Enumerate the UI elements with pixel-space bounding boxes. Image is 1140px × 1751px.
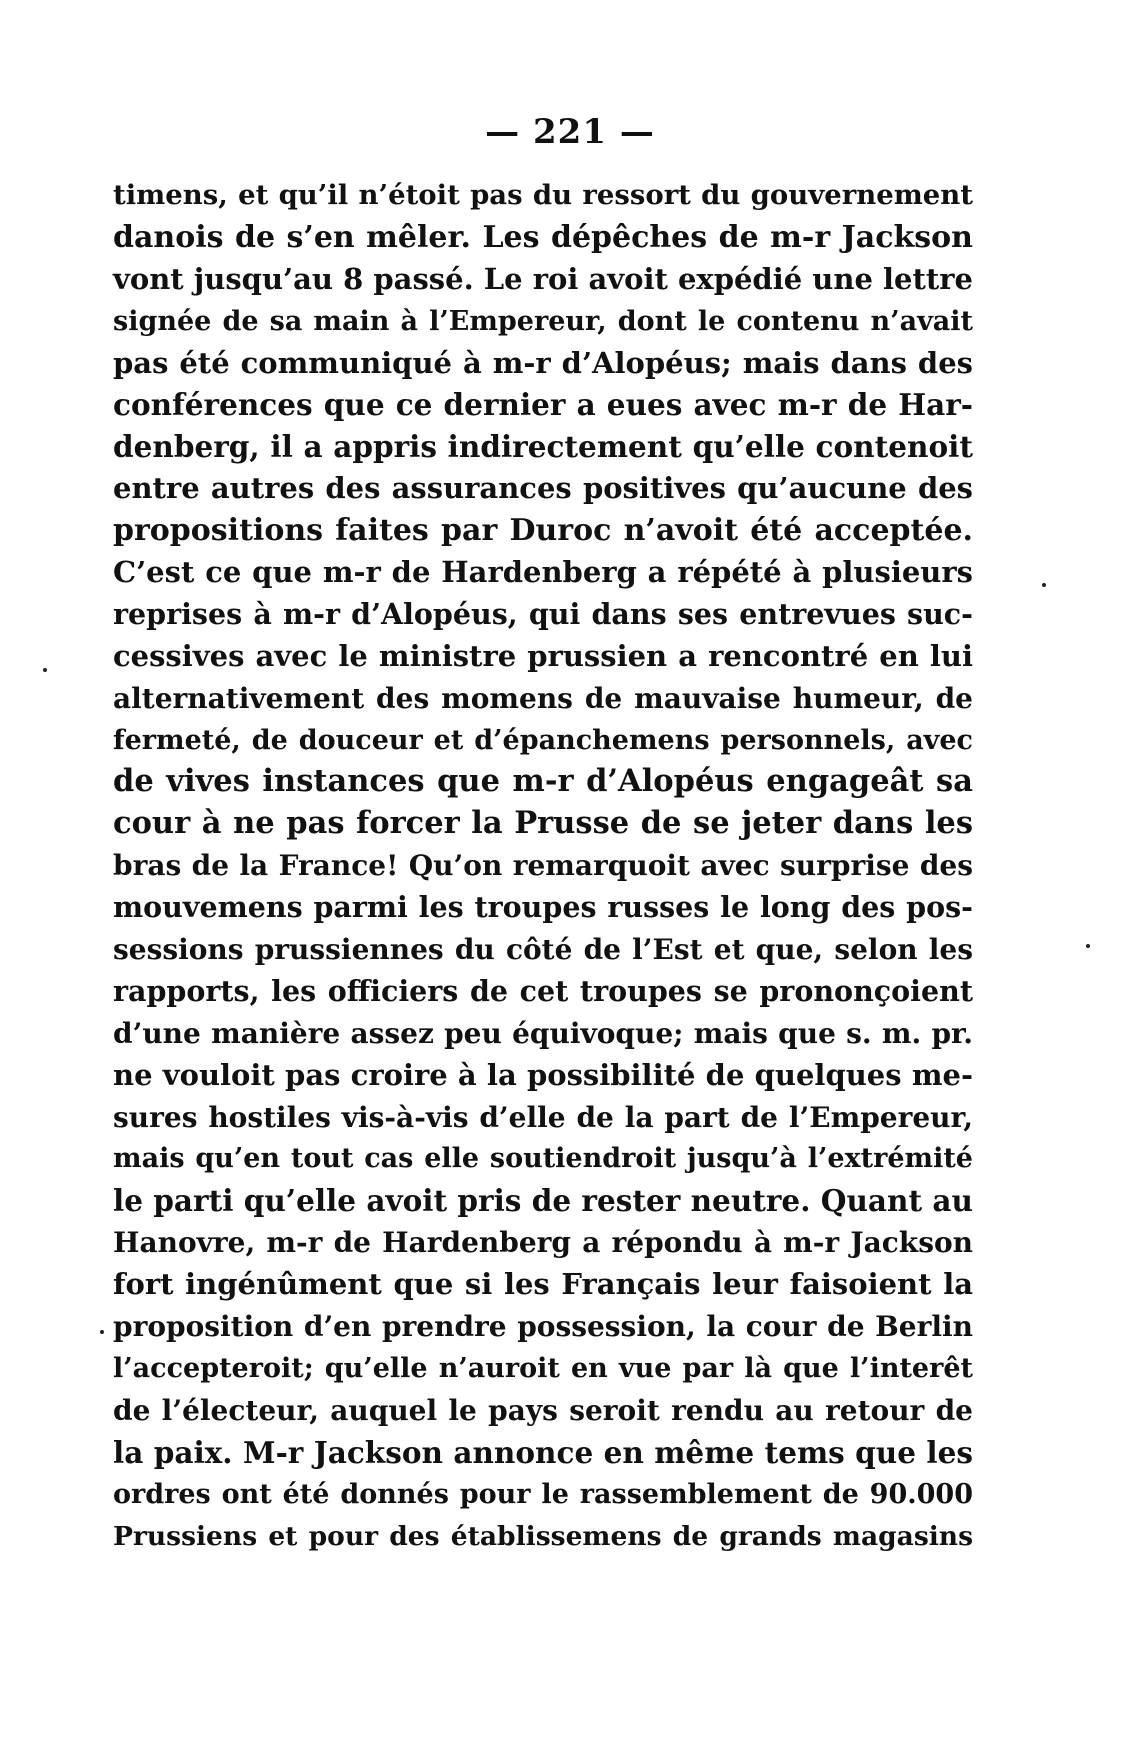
scan-speck xyxy=(43,668,47,672)
text-line: pas été communiqué à m-r d’Alopéus; mais dans des xyxy=(113,345,973,380)
text-line: la paix. M-r Jackson annonce en même tems que les xyxy=(113,1434,973,1470)
text-line: fort ingénûment que si les Français leur faisoient la xyxy=(113,1267,973,1302)
text-line: danois de s’en mêler. Les dépêches de m-r Jackson xyxy=(113,219,973,255)
text-line: timens, et qu’il n’étoit pas du ressort du gouvernement xyxy=(113,179,973,211)
scan-speck xyxy=(1086,944,1090,948)
text-line: le parti qu’elle avoit pris de rester neutre. Quant au xyxy=(113,1183,973,1219)
text-line: d’une manière assez peu équivoque; mais que s. m. pr. xyxy=(113,1016,973,1050)
text-line: propositions faites par Duroc n’avoit été acceptée. xyxy=(113,513,973,549)
text-line: sessions prussiennes du côté de l’Est et que, selon les xyxy=(113,933,973,967)
text-line: Prussiens et pour des établissemens de grands magasins xyxy=(113,1520,973,1552)
text-line: C’est ce que m-r de Hardenberg a répété à plusieurs xyxy=(113,555,973,590)
text-line: alternativement des momens de mauvaise humeur, de xyxy=(113,681,973,715)
text-line: l’accepteroit; qu’elle n’auroit en vue par là que l’interêt xyxy=(113,1352,973,1384)
text-line: bras de la France! Qu’on remarquoit avec surprise des xyxy=(113,849,973,883)
page-number: — 221 — xyxy=(485,112,655,152)
text-line: de vives instances que m-r d’Alopéus engageât sa xyxy=(113,763,973,800)
text-line: entre autres des assurances positives qu’aucune des xyxy=(113,471,973,506)
text-line: ordres ont été donnés pour le rassemblement de 90.000 xyxy=(113,1478,973,1510)
scan-speck xyxy=(100,1330,104,1334)
text-line: ne vouloit pas croire à la possibilité de quelques me- xyxy=(113,1057,973,1092)
text-line: cessives avec le ministre prussien a rencontré en lui xyxy=(113,638,973,673)
text-line: de l’électeur, auquel le pays seroit rendu au retour de xyxy=(113,1393,973,1427)
body-text xyxy=(113,175,973,1557)
text-line: signée de sa main à l’Empereur, dont le contenu n’avait xyxy=(113,305,973,337)
text-line: vont jusqu’au 8 passé. Le roi avoit expédié une lettre xyxy=(113,261,973,296)
text-line: reprises à m-r d’Alopéus, qui dans ses entrevues suc- xyxy=(113,596,973,631)
text-line: fermeté, de douceur et d’épanchemens personnels, avec xyxy=(113,724,973,756)
text-line: Hanovre, m-r de Hardenberg a répondu à m-r Jackson xyxy=(113,1226,973,1260)
text-line: proposition d’en prendre possession, la cour de Berlin xyxy=(113,1310,973,1344)
text-line: mais qu’en tout cas elle soutiendroit jusqu’à l’extrémité xyxy=(113,1143,973,1175)
text-line: cour à ne pas forcer la Prusse de se jeter dans les xyxy=(113,805,973,842)
text-line: conférences que ce dernier a eues avec m-r de Har- xyxy=(113,387,973,423)
text-line: denberg, il a appris indirectement qu’elle contenoit xyxy=(113,429,973,465)
scan-speck xyxy=(1042,583,1046,587)
text-line: sures hostiles vis-à-vis d’elle de la part de l’Empereur, xyxy=(113,1100,973,1134)
text-line: mouvemens parmi les troupes russes le long des pos- xyxy=(113,890,973,925)
text-line: rapports, les officiers de cet troupes se prononçoient xyxy=(113,973,973,1008)
